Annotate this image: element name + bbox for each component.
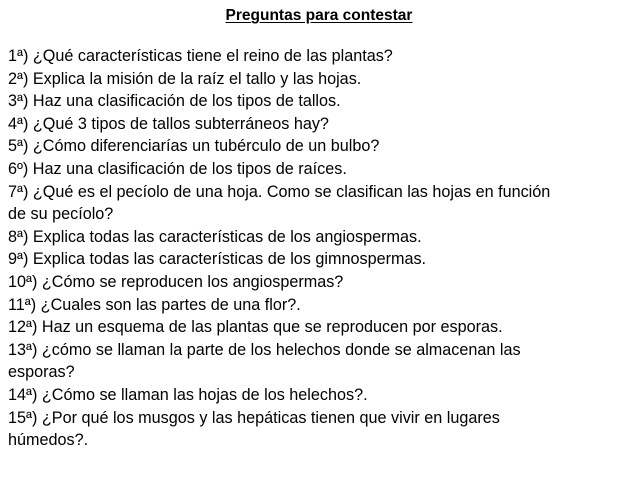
question-line-4: 4ª) ¿Qué 3 tipos de tallos subterráneos hay? <box>8 114 329 133</box>
question-line-15-continued: húmedos?. <box>8 431 89 450</box>
question-line-9: 9ª) Explica todas las características de los gimnospermas. <box>8 250 427 269</box>
question-line-7: 7ª) ¿Qué es el pecíolo de una hoja. Como se clasifican las hojas en función <box>8 182 551 201</box>
question-line-15: 15ª) ¿Por qué los musgos y las hepáticas tienen que vivir en lugares <box>8 408 500 427</box>
question-line-10: 10ª) ¿Cómo se reproducen los angiospermas? <box>8 272 344 291</box>
page-title <box>0 6 638 26</box>
question-line-6: 6º) Haz una clasificación de los tipos de raíces. <box>8 159 347 178</box>
page-title-text: Preguntas para contestar <box>225 7 413 24</box>
question-line-5: 5ª) ¿Cómo diferenciarías un tubérculo de un bulbo? <box>8 137 380 156</box>
question-line-14: 14ª) ¿Cómo se llaman las hojas de los helechos?. <box>8 385 368 404</box>
question-line-11: 11ª) ¿Cuales son las partes de una flor?. <box>8 295 301 314</box>
question-list <box>8 45 634 452</box>
question-line-2: 2ª) Explica la misión de la raíz el tallo y las hojas. <box>8 69 362 88</box>
question-line-13-continued: esporas? <box>8 363 75 382</box>
question-line-7-continued: de su pecíolo? <box>8 205 114 224</box>
question-line-12: 12ª) Haz un esquema de las plantas que se reproducen por esporas. <box>8 318 503 337</box>
question-line-13: 13ª) ¿cómo se llaman la parte de los helechos donde se almacenan las <box>8 340 521 359</box>
question-line-8: 8ª) Explica todas las características de los angiospermas. <box>8 227 422 246</box>
question-line-3: 3ª) Haz una clasificación de los tipos de tallos. <box>8 92 341 111</box>
question-line-1: 1ª) ¿Qué características tiene el reino de las plantas? <box>8 47 393 65</box>
